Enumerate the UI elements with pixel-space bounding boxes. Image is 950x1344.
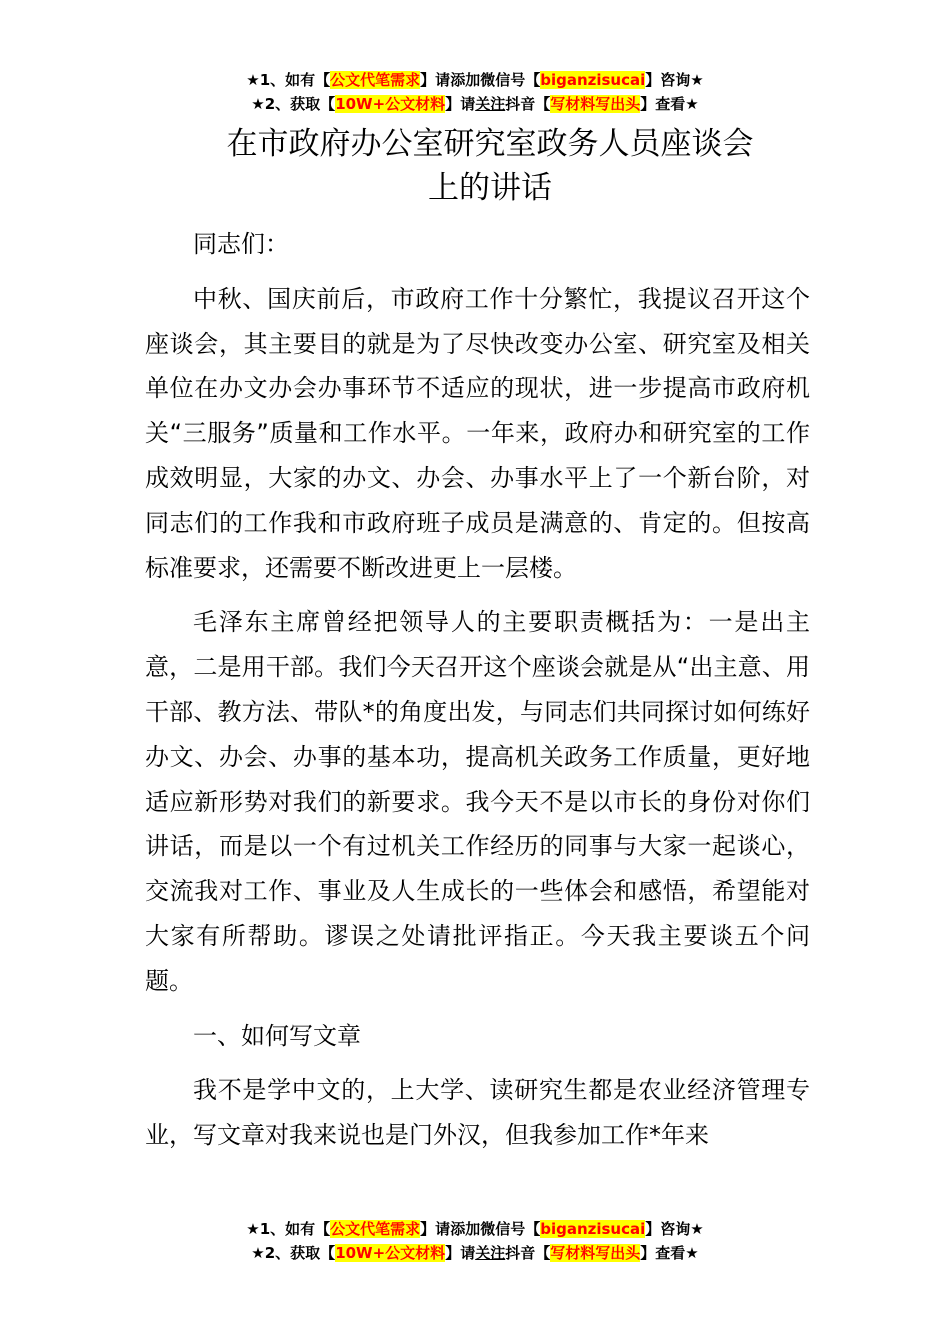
paragraph-2: 毛泽东主席曾经把领导人的主要职责概括为：一是出主意，二是用干部。我们今天召开这个座谈会就是从“出主意、用干部、教方法、带队*的角度出发，与同志们共同探讨如何练好办文、办会、办事的基本功，提高机关政务工作质量，更好地适应新形势对我们的新要求。我今天不是以市长的身份对你们讲话，而是以一个有过机关工作经历的同事与大家一起谈心，交流我对工作、事业及人生成长的一些体会和感悟，希望能对大家有所帮助。谬误之处请批评指正。今天我主要谈五个问题。 — [145, 608, 810, 995]
promo-line-2: ★2、获取【10W+公文材料】请关注抖音【写材料写出头】查看★ — [251, 95, 699, 113]
highlight-service: 公文代笔需求 — [330, 71, 421, 89]
paragraph-1: 中秋、国庆前后，市政府工作十分繁忙，我提议召开这个座谈会，其主要目的就是为了尽快改变办公室、研究室及相关单位在办文办会办事环节不适应的现状，进一步提高市政府机关“三服务”质量和工作水平。一年来，政府办和研究室的工作成效明显，大家的办文、办会、办事水平上了一个新台阶，对同志们的工作我和市政府班子成员是满意的、肯定的。但按高标准要求，还需要不断改进更上一层楼。 — [145, 284, 810, 582]
highlight-douyin-id: 写材料写出头 — [550, 1244, 641, 1262]
promo-banner-bottom — [0, 1217, 950, 1265]
document-body — [145, 222, 810, 1168]
highlight-wechat-id: biganzisucai — [540, 71, 646, 89]
document-title: 在市政府办公室研究室政务人员座谈会 上的讲话 — [226, 126, 754, 206]
section-paragraph: 我不是学中文的，上大学、读研究生都是农业经济管理专业，写文章对我来说也是门外汉，但我参加工作*年来 — [145, 1076, 810, 1150]
promo-banner-top — [0, 68, 950, 116]
highlight-wechat-id: biganzisucai — [540, 1220, 646, 1238]
promo-line-1-bottom: ★1、如有【公文代笔需求】请添加微信号【biganzisucai】咨询★ — [246, 1220, 704, 1238]
highlight-service: 公文代笔需求 — [330, 1220, 421, 1238]
salutation: 同志们： — [193, 230, 289, 258]
promo-line-1: ★1、如有【公文代笔需求】请添加微信号【biganzisucai】咨询★ — [246, 71, 704, 89]
highlight-materials: 10W+公文材料 — [335, 1244, 446, 1262]
section-heading: 一、如何写文章 — [193, 1021, 361, 1050]
highlight-materials: 10W+公文材料 — [335, 95, 446, 113]
highlight-douyin-id: 写材料写出头 — [550, 95, 641, 113]
promo-line-2-bottom: ★2、获取【10W+公文材料】请关注抖音【写材料写出头】查看★ — [251, 1244, 699, 1262]
